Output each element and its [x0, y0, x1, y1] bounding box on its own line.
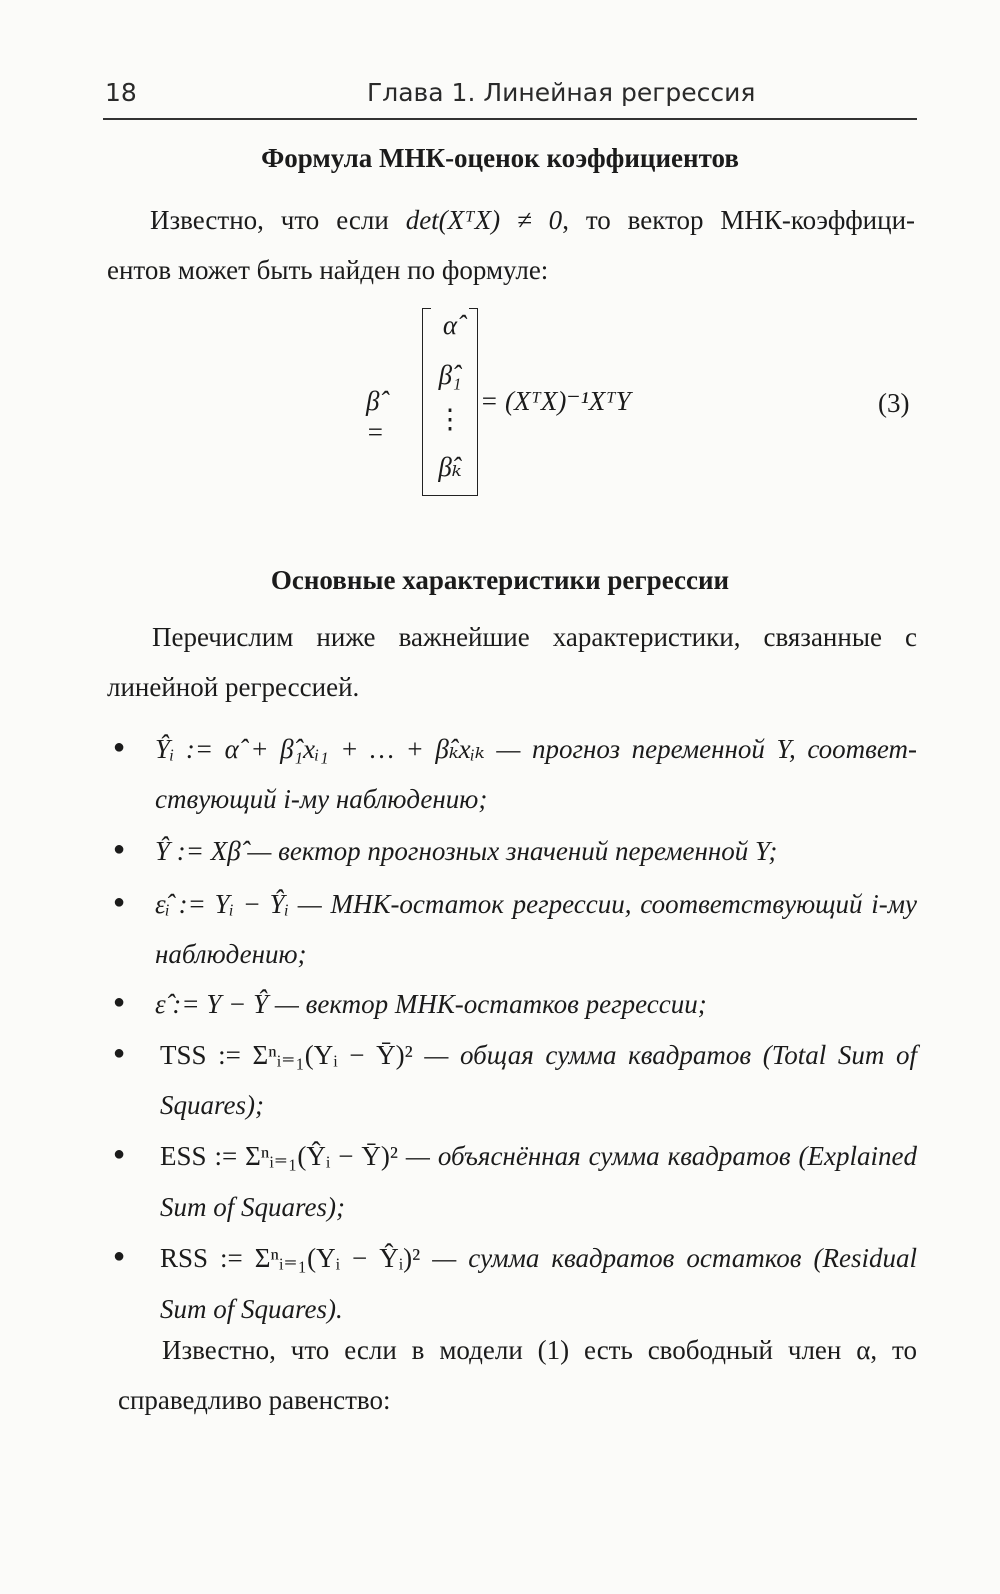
paragraph-ols-line2: ентов может быть найден по формуле: — [107, 255, 549, 285]
section-title-ols-formula: Формула МНК-оценок коэффициентов — [261, 143, 739, 173]
list-item: RSS := Σⁿᵢ₌₁(Yᵢ − Ŷᵢ)² — сумма квадратов остатков (Residual — [160, 1243, 918, 1273]
page-number: 18 — [105, 78, 137, 107]
equation-number: (3) — [878, 388, 910, 418]
bullet: ● — [113, 736, 126, 758]
cell-alpha-hat: α̂ — [442, 310, 458, 340]
running-header — [105, 78, 917, 118]
coefficient-vector — [422, 308, 478, 496]
intro-line2: линейной регрессией. — [107, 672, 360, 702]
list-item: ε̂ := Y − Ŷ — вектор МНК-остатков регрессии; — [155, 989, 707, 1019]
cell-vdots: ⋮ — [436, 404, 464, 434]
intro-line1: Перечислим ниже важнейшие характеристики, связанные с — [152, 622, 917, 652]
bullet: ● — [113, 1143, 126, 1165]
det-formula: det(XᵀX) ≠ 0 — [405, 205, 563, 235]
cell-beta1-hat: β̂₁ — [438, 360, 462, 390]
bullet: ● — [113, 1245, 126, 1267]
equation-rhs: = (XᵀX)⁻¹XᵀY — [480, 386, 631, 416]
list-item-continuation: Sum of Squares). — [160, 1294, 343, 1324]
paragraph-ols-line1: Известно, что если det(XᵀX) ≠ 0, то вектор МНК-коэффици- — [150, 205, 916, 235]
equation-lhs: β̂ = — [366, 386, 385, 447]
list-item-continuation: Squares); — [160, 1090, 264, 1120]
list-item-continuation: ствующий i-му наблюдению; — [155, 784, 488, 814]
bullet: ● — [113, 991, 126, 1013]
list-item: ESS := Σⁿᵢ₌₁(Ŷᵢ − Ȳ)² — объяснённая сумма квадратов (Explained — [160, 1141, 917, 1171]
list-item: Ŷ := Xβ̂ — вектор прогнозных значений переменной Y; — [155, 836, 778, 866]
bullet: ● — [113, 1042, 126, 1064]
list-item-continuation: Sum of Squares); — [160, 1192, 345, 1222]
section-title-regression-characteristics: Основные характеристики регрессии — [270, 565, 730, 595]
outro-line1: Известно, что если в модели (1) есть свободный член α, то — [162, 1335, 917, 1365]
list-item: TSS := Σⁿᵢ₌₁(Yᵢ − Ȳ)² — общая сумма квадратов (Total Sum of — [160, 1040, 918, 1070]
cell-betak-hat: β̂ₖ — [438, 452, 462, 482]
list-item-continuation: наблюдению; — [155, 939, 307, 969]
header-rule — [103, 118, 917, 120]
bullet: ● — [113, 838, 126, 860]
bullet: ● — [113, 891, 126, 913]
list-item: ε̂ᵢ := Yᵢ − Ŷᵢ — МНК-остаток регрессии, соответствующий i-му — [155, 889, 917, 919]
chapter-title: Глава 1. Линейная регрессия — [367, 78, 756, 107]
outro-line2: справедливо равенство: — [118, 1385, 391, 1415]
list-item: Ŷᵢ := α̂ + β̂₁xᵢ₁ + … + β̂ₖxᵢₖ — прогноз переменной Y, соответ- — [155, 734, 917, 764]
